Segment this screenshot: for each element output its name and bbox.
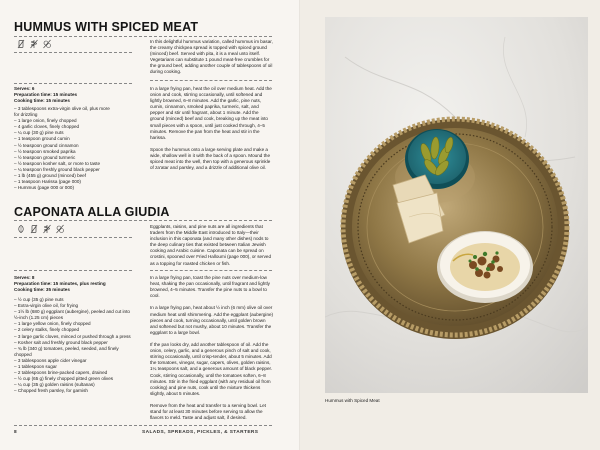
gluten-free-icon [29, 39, 39, 49]
vegetarian-icon [16, 224, 26, 234]
ingredient-list-hummus: – 3 tablespoons extra-virgin olive oil, plus more for drizzling – 1 large onion, finely chopped – 4 garlic cloves, finely chopped – ¼ cup (30 g) pine nuts – 1 teaspoon ground cumin – ½ teaspoon ground cinnamon – ½ teaspoon smoked paprika – ½ teaspoon ground turmeric – ½ teaspoon kosher salt, or more to taste – ¼ teaspoon freshly ground black pepper – 1 lb (455 g) ground (minced) beef – 1 teaspoon Harissa (page 000) – Hummus (page 000 or 000) [14, 106, 110, 191]
gluten-free-icon [42, 224, 52, 234]
food-photo [325, 17, 588, 393]
photo-caption: Hummus with Spiced Meat [325, 398, 380, 403]
page-number: 8 [14, 430, 18, 435]
recipe-title-caponata: CAPONATA ALLA GIUDIA [14, 205, 170, 219]
divider [14, 83, 132, 84]
nut-free-icon [42, 39, 52, 49]
section-title: SALADS, SPREADS, PICKLES, & STARTERS [142, 430, 259, 435]
divider [14, 220, 272, 221]
divider [14, 270, 132, 271]
recipe-meta-caponata: Serves: 8 Preparation time: 15 minutes, plus resting Cooking time: 35 minutes [14, 275, 106, 293]
method-hummus: In a large frying pan, heat the oil over medium heat. Add the onion and cook, stirring occasionally, until softened and lightly browned, 6–8 minutes. Add the garlic, pine nuts, cumin, cinnamon, smoked paprika, turmeric, salt, and pepper and stir until fragrant, about 1 minute. Add the ground (minced) beef and cook, breaking up the meat into small pieces with a spoon, until just cooked through, 4–5 minutes. Remove the pan from the heat and stir in the harissa. Spoon the hummus onto a large serving plate and make a wide, shallow well in it with the back of a spoon. Mound the spiced meat into the well, then top with a generous sprinkle of za'atar and parsley, and a drizzle of additional olive oil. [150, 86, 272, 171]
divider [150, 80, 272, 81]
dairy-free-icon [29, 224, 39, 234]
divider [14, 52, 132, 53]
dietary-icons-hummus [16, 39, 52, 49]
method-caponata: In a large frying pan, toast the pine nuts over medium-low heat, shaking the pan occasionally, until fragrant and lightly browned, 4–5 minutes. Transfer the pine nuts to a bowl to cool. In a large frying pan, heat about ½ inch (6 mm) olive oil over medium heat until shimmering. Add the eggplant (aubergine) pieces and cook, turning occasionally, until golden brown and softened but not mushy, about 10 minutes. Transfer the eggplant to a large bowl. If the pan looks dry, add another tablespoon of oil. Add the onion, celery, garlic, and a generous pinch of salt and cook, stirring occasionally, until crisp-tender, about 5 minutes. Add the tomatoes, vinegar, sugar, capers, olives, golden raisins, 1¼ teaspoons salt, and a generous amount of black pepper. Cook, stirring occasionally, until the tomatoes soften, 6–8 minutes. Stir in the fried eggplant (with any residual oil from cooking) and pine nuts, cook until the mixture thickens slightly, about 5 minutes. Remove from the heat and transfer to a serving bowl. Let stand for at least 30 minutes before serving to allow the flavors to meld. Taste and adjust salt, if desired. [150, 275, 274, 421]
recipe-intro-hummus: In this delightful hummus variation, called hummus im basar, the creamy chickpea spread is topped with spiced ground (minced) beef. Served with pita, it is a meal unto itself. Vegetarians can substitute 1 pound meat-free crumbles for the ground beef, adding another couple of tablespoons of oil during cooking. [150, 39, 273, 75]
footer-rule [14, 425, 272, 426]
recipe-title-hummus: HUMMUS WITH SPICED MEAT [14, 20, 199, 34]
divider [14, 237, 132, 238]
divider [150, 270, 272, 271]
nut-free-icon [55, 224, 65, 234]
food-photo-illustration [325, 17, 588, 393]
dairy-free-icon [16, 39, 26, 49]
dietary-icons-caponata [16, 224, 65, 234]
recipe-meta-hummus: Serves: 6 Preparation time: 15 minutes Cooking time: 15 minutes [14, 86, 78, 104]
ingredient-list-caponata: – ½ cup (35 g) pine nuts – Extra-virgin olive oil, for frying – 1½ lb (680 g) eggplant (aubergine), peeled and cut into ½-inch (1.25 cm) pieces – 1 large yellow onion, finely chopped – 2 celery stalks, finely chopped – 3 large garlic cloves, minced or pushed through a press – Kosher salt and freshly ground black pepper – ¾ lb (340 g) tomatoes, peeled, seeded, and finely chopped – 3 tablespoons apple cider vinegar – 1 tablespoon sugar – 2 tablespoons brine-packed capers, drained – ½ cup (65 g) finely chopped pitted green olives – ¼ cup (35 g) golden raisins (sultanas) – Chopped fresh parsley, for garnish [14, 297, 131, 394]
divider [14, 36, 272, 37]
recipe-intro-caponata: Eggplants, raisins, and pine nuts are all ingredients that traders from the Middle East introduced to Italy—their inclusion in this caponata (and many other dishes) nods to the deep culinary ties that existed between Italian Jewish cooking and Arabic cuisine. Caponata can be spread on crostini, spooned over Fried Halloumi (page 000), or served as a topping for roasted chicken or fish. [150, 224, 272, 266]
